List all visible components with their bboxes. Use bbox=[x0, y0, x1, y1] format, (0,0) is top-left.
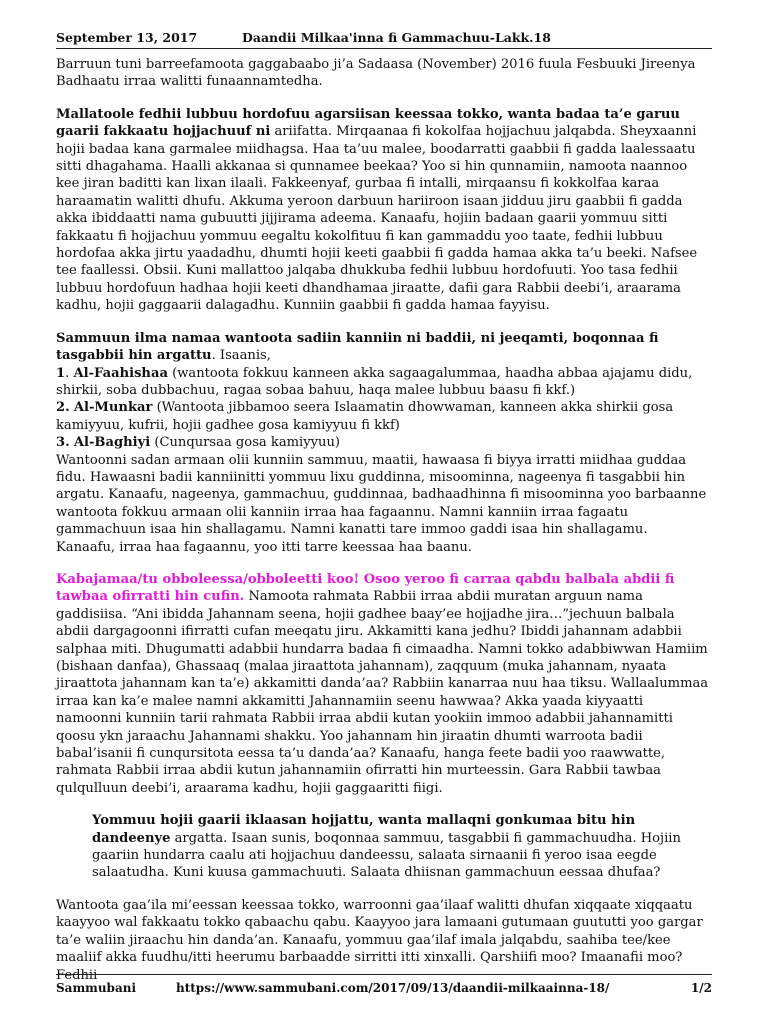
list-separator: . bbox=[65, 365, 74, 381]
list-desc: (Wantoota jibbamoo seera Islaamatin dhowwaman, kanneen akka shirkii gosa kamiyyuu, kufrii, hojii gadhee gosa kamiyyuu fi kkf) bbox=[56, 400, 674, 433]
paragraph-self-desire bbox=[56, 106, 710, 315]
paragraph-intro: Barruun tuni barreefamoota gaggabaabo ji’a Sadaasa (November) 2016 fuula Fesbuuki Jireenya Badhaatu irraa walitti funaannamtedha. bbox=[56, 57, 696, 90]
paragraph-text: argatta. Isaan sunis, boqonnaa sammuu, tasgabbii fi gammachuudha. Hojiin gaariin hundarra caalu ati hojjachuu dandeessu, salaata sirnaanii fi yeroo isaa eegde salaatudha. Kuni kuusa gammachuuti. Salaata dhiisnan gammachuun eessaa dhufaa? bbox=[92, 830, 681, 881]
list-term: Al-Munkar bbox=[73, 400, 153, 416]
paragraph-lead: Sammuun ilma namaa wantoota sadiin kanniin ni baddii, ni jeeqamti, boqonnaa fi tasgabbii hin argattu bbox=[56, 330, 659, 364]
indented-paragraph bbox=[92, 812, 710, 882]
list-term: Al-Baghiyi bbox=[73, 435, 151, 451]
page-header bbox=[56, 28, 712, 49]
paragraph-hope-repentance bbox=[56, 571, 710, 797]
paragraph-lead: Mallatoole fedhii lubbuu hordofuu agarsiisan keessaa tokko, wanta badaa ta’e garuu gaarii fakkaatu hojjachuuf ni bbox=[56, 106, 680, 140]
list-number: 3. bbox=[56, 435, 70, 451]
page-number: 1/2 bbox=[690, 981, 712, 995]
paragraph-three-things bbox=[56, 330, 710, 556]
list-number: 1 bbox=[56, 365, 66, 381]
article-body bbox=[56, 56, 710, 999]
list-desc: (wantoota fokkuu kanneen akka sagaagalummaa, haadha abbaa ajajamu didu, shirkii, soba dubbachuu, ragaa sobaa bahuu, haqa malee lubbuu baasu fi kkf.) bbox=[56, 365, 693, 398]
list-number: 2. bbox=[56, 400, 70, 416]
highlighted-lead: Kabajamaa/tu obboleessa/obboleetti koo! Osoo yeroo fi carraa qabdu balbala abdii fi tawbaa ofirratti hin cufin. bbox=[56, 571, 675, 605]
list-term: Al-Faahishaa bbox=[73, 365, 168, 381]
page-footer bbox=[56, 974, 712, 1001]
footer-site-name: Sammubani bbox=[56, 981, 137, 995]
paragraph-lead: Yommuu hojii gaarii iklaasan hojjattu, wanta mallaqni gonkumaa bitu hin dandeenye bbox=[92, 813, 636, 846]
header-title: Daandii Milkaa'inna fi Gammachuu-Lakk.18 bbox=[242, 30, 551, 45]
paragraph-text: Namoota rahmata Rabbii irraa abdii muratan arguun nama gaddisiisa. “Ani ibidda Jahannam seena, hojii gadhee baay’ee hojjadhe jira…”jechuun balbala abdii dargagoonni ifirratti cufan meeqatu jiru. Akkamitti kana jedhu? Ibiddi jahannam adabbii salphaa miti. Dhugumatti adabbii hundarra badaa fi cimaadha. Namni tokko adabbiwwan Hamiim (bishaan danfaa), Ghassaaq (malaa jiraattota jahannam), zaqquum (muka jahannam, nyaata jiraattota jahannam kan ta’e) akkamitti danda’aa? Rabbiin kanarraa nuu haa tiksu. Wallaalummaa irraa kan ka’e malee namni akkamitti Jahannamiin seenu hawwaa? Akka yaada kiyyaatti namoonni kunniin tarii rahmata Rabbii irraa abdii kutan yookiin immoo adabbii jahannamitti qoosu ykn jaraachu Jahannami shakku. Yoo jahannam hin jiraatin dhumti warroota badii babal’isanii fi cunqursitota eessa ta’u danda’aa? Kanaafu, hanga feete badii yoo raawwatte, rahmata Rabbii irraa abdii kutun jahannamiin ofirratti hin murteessin. Gara Rabbii tawbaa qulqulluun deebi’i, araarama kadhu, hojii gaggaaritti fiigi. bbox=[56, 589, 709, 796]
paragraph-marriage: Wantoota gaa’ila mi’eessan keessaa tokko, warroonni gaa’ilaaf walitti dhufan xiqqaate xiqqaatu kaayyoo wal fakkaatu tokko qabaachu qabu. Kaayyoo jara lamaani gutumaan guututti yoo gargar ta’e waliin jiraachu hin danda’an. Kanaafu, yommuu gaa’ilaf imala jalqabdu, saahiba tee/kee maaliif akka fuudhu/itti heerumu barbaadde sirritti itti xinxalli. Qarshiifi moo? Imaanafii moo? Fedhii bbox=[56, 897, 703, 983]
list-item bbox=[56, 399, 710, 434]
list-item bbox=[56, 365, 710, 400]
paragraph-text: . Isaanis, bbox=[211, 348, 271, 364]
footer-url: https://www.sammubani.com/2017/09/13/daandii-milkaainna-18/ bbox=[176, 981, 610, 995]
paragraph-text: ariifatta. Mirqaanaa fi kokolfaa hojjachuu jalqabda. Sheyxaanni hojii badaa kana garmalee miidhagsa. Haa ta’uu malee, boodarratti gaabbii fi gadda laalessaatu sitti dhagahama. Haalli akkanaa si qunnamee beekaa? Yoo si hin qunnamiin, namoota naannoo kee jiran baditti kan lixan ilaali. Fakkeenyaf, gurbaa fi intalli, mirqaansu fi kokkolfaa karaa haraamatin walitti dhufu. Akkuma yeroon darbuun hariiroon isaan jidduu jiru gaabbii fi gadda akka ibiddaatti nama gubuutti jijjirama adeema. Kanaafu, hojiin badaan gaarii yommuu sitti fakkaatu fi hojjachuu yommuu eegaltu kokolfituu fi kan gammaddu yoo taate, fedhii lubbuu hordofaa akka jirtu yaadadhu, dhumti hojii keeti gaabbii fi gadda hamaa akka ta’u beeki. Nafsee tee faallessi. Obsii. Kuni mallattoo jalqaba dhukkuba fedhii lubbuu hordofuuti. Yoo tasa fedhii lubbuu hordofuun hadhaa hojii keeti dhandhamaa jiraatte, dafii gara Rabbii deebi’i, araarama kadhu, hojii gaggaarii dalagadhu. Kunniin gaabbii fi gadda hamaa fayyisu. bbox=[56, 124, 698, 314]
paragraph-text: Wantoonni sadan armaan olii kunniin sammuu, maatii, hawaasa fi biyya irratti miidhaa guddaa fidu. Hawaasni badii kanniinitti yommuu lixu guddinna, misoominna, nageenya fi tasgabbii hin argatu. Kanaafu, nageenya, gammachuu, guddinnaa, badhaadhinna fi misoominna yoo barbaanne wantoota fokkuu armaan olii kanniin irraa haa fagaannu. Namni kanniin irraa fagaatu gammachuun isaa hin shallagamu. Namni kanatti tare immoo gaddi isaa hin shallagamu. Kanaafu, irraa haa fagaannu, yoo itti tarre keessaa haa baanu. bbox=[56, 452, 707, 555]
header-date: September 13, 2017 bbox=[56, 30, 198, 45]
list-item bbox=[56, 434, 710, 451]
list-desc: (Cunqursaa gosa kamiyyuu) bbox=[150, 435, 340, 451]
